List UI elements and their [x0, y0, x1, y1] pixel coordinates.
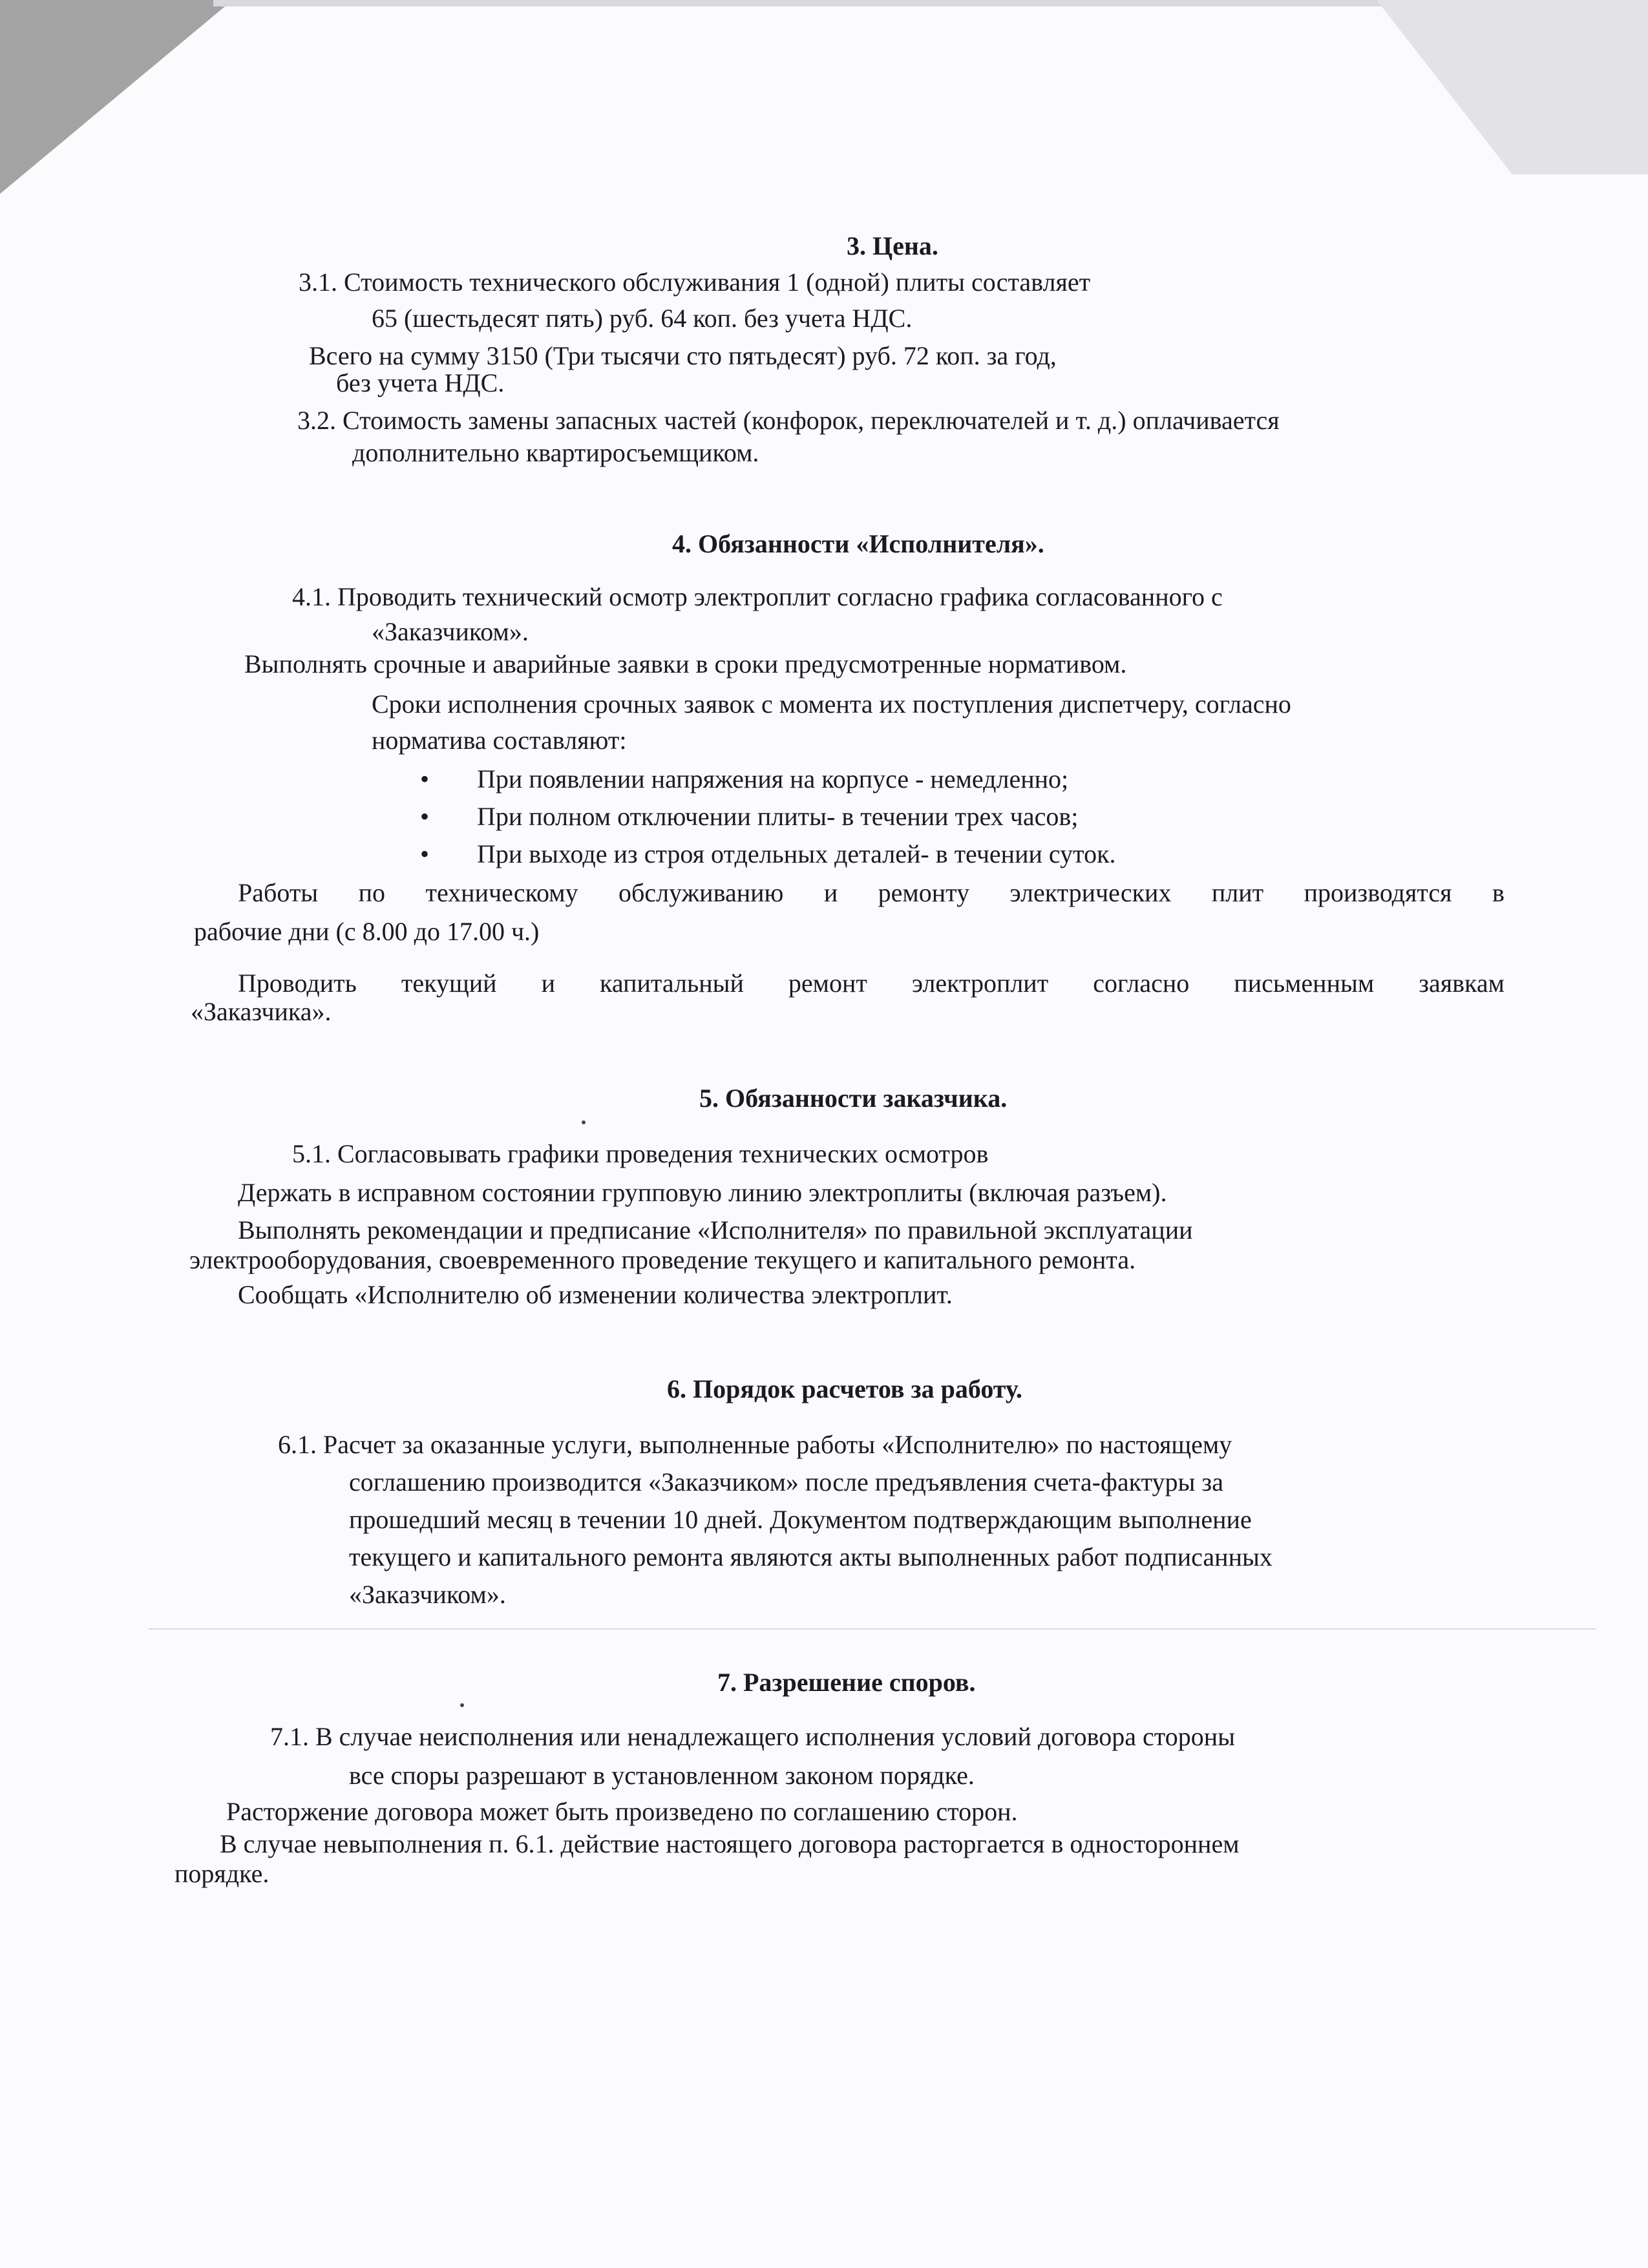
- s6-line-1: 6.1. Расчет за оказанные услуги, выполненные работы «Исполнителю» по настоящему: [278, 1430, 1232, 1459]
- justified-word: производятся: [1304, 878, 1452, 907]
- scan-speck: [582, 1120, 586, 1124]
- s3-line-3: Всего на сумму 3150 (Три тысячи сто пятьдесят) руб. 72 коп. за год,: [309, 341, 1057, 370]
- s4-bullet-3: При выходе из строя отдельных деталей- в течении суток.: [477, 839, 1116, 868]
- section-3-heading: 3. Цена.: [847, 231, 938, 260]
- s3-line-1: 3.1. Стоимость технического обслуживания 1 (одной) плиты составляет: [299, 268, 1091, 297]
- justified-word: ремонту: [878, 878, 970, 907]
- bullet-dot: •: [420, 839, 430, 868]
- s7-line-1: 7.1. В случае неисполнения или ненадлежащего исполнения условий договора стороны: [270, 1722, 1235, 1751]
- justified-word: согласно: [1093, 969, 1190, 998]
- justified-word: заявкам: [1419, 969, 1505, 998]
- section-7-heading: 7. Разрешение споров.: [717, 1668, 976, 1697]
- s6-line-4: текущего и капитального ремонта являются акты выполненных работ подписанных: [349, 1542, 1273, 1571]
- s4-line-1: 4.1. Проводить технический осмотр электроплит согласно графика согласованного с: [292, 582, 1223, 611]
- s3-line-6: дополнительно квартиросъемщиком.: [352, 438, 759, 467]
- justified-word: плит: [1211, 878, 1264, 907]
- scan-corner-fold: [0, 0, 233, 194]
- section-5-heading: 5. Обязанности заказчика.: [699, 1084, 1008, 1113]
- justified-word: обслуживанию: [618, 878, 784, 907]
- s6-line-3: прошедший месяц в течении 10 дней. Документом подтверждающим выполнение: [349, 1505, 1252, 1534]
- justified-word: текущий: [401, 969, 497, 998]
- s7-line-4: В случае невыполнения п. 6.1. действие настоящего договора расторгается в одностороннем: [220, 1829, 1240, 1858]
- s5-line-1: 5.1. Согласовывать графики проведения технических осмотров: [292, 1139, 989, 1168]
- justified-word: письменным: [1234, 969, 1375, 998]
- bullet-dot: •: [420, 802, 430, 831]
- s4-bullet-2: При полном отключении плиты- в течении трех часов;: [477, 802, 1079, 831]
- justified-word: Проводить: [238, 969, 357, 998]
- justified-word: в: [1492, 878, 1505, 907]
- justified-word: по: [358, 878, 386, 907]
- s3-line-5: 3.2. Стоимость замены запасных частей (конфорок, переключателей и т. д.) оплачивается: [297, 406, 1280, 435]
- justified-word: капитальный: [600, 969, 744, 998]
- s6-line-5: «Заказчиком».: [349, 1580, 506, 1609]
- justified-word: Работы: [238, 878, 319, 907]
- s4-line-3: Выполнять срочные и аварийные заявки в сроки предусмотренные нормативом.: [244, 649, 1127, 678]
- s7-line-5: порядке.: [174, 1859, 269, 1888]
- s5-line-3: Выполнять рекомендации и предписание «Исполнителя» по правильной эксплуатации: [238, 1215, 1193, 1244]
- s4-line-2: «Заказчиком».: [372, 617, 529, 646]
- s6-line-2: соглашению производится «Заказчиком» после предъявления счета-фактуры за: [349, 1467, 1223, 1496]
- s7-line-3: Расторжение договора может быть произведено по соглашению сторон.: [226, 1797, 1018, 1826]
- s4-line-4: Сроки исполнения срочных заявок с момента их поступления диспетчеру, согласно: [372, 689, 1291, 719]
- justified-word: ремонт: [788, 969, 867, 998]
- bullet-dot: •: [420, 764, 430, 793]
- s4-para-1-line: [238, 877, 1505, 908]
- s4-para-2-line: [238, 968, 1505, 999]
- justified-word: электроплит: [911, 969, 1049, 998]
- s3-line-4: без учета НДС.: [336, 368, 505, 397]
- justified-word: электрических: [1009, 878, 1172, 907]
- scan-bleed-line: [149, 1628, 1596, 1630]
- section-4-heading: 4. Обязанности «Исполнителя».: [672, 529, 1044, 558]
- scan-speck: [460, 1703, 464, 1707]
- s5-line-2: Держать в исправном состоянии групповую линию электроплиты (включая разъем).: [238, 1178, 1167, 1207]
- justified-word: и: [823, 878, 838, 907]
- justified-word: техническому: [425, 878, 578, 907]
- scan-corner-cut: [1377, 0, 1648, 174]
- section-6-heading: 6. Порядок расчетов за работу.: [667, 1374, 1022, 1403]
- s4-line-5: норматива составляют:: [372, 726, 627, 755]
- scan-top-edge: [213, 0, 1506, 6]
- s4-para-1-end: рабочие дни (с 8.00 до 17.00 ч.): [194, 917, 540, 946]
- s4-para-2-end: «Заказчика».: [191, 997, 332, 1026]
- justified-word: и: [541, 969, 556, 998]
- s3-line-2: 65 (шестьдесят пять) руб. 64 коп. без учета НДС.: [372, 304, 913, 333]
- s4-bullet-1: При появлении напряжения на корпусе - немедленно;: [477, 764, 1069, 793]
- s5-line-5: Сообщать «Исполнителю об изменении количества электроплит.: [238, 1280, 953, 1309]
- s5-line-4: электрооборудования, своевременного проведение текущего и капитального ремонта.: [189, 1245, 1136, 1274]
- s7-line-2: все споры разрешают в установленном законом порядке.: [349, 1761, 975, 1790]
